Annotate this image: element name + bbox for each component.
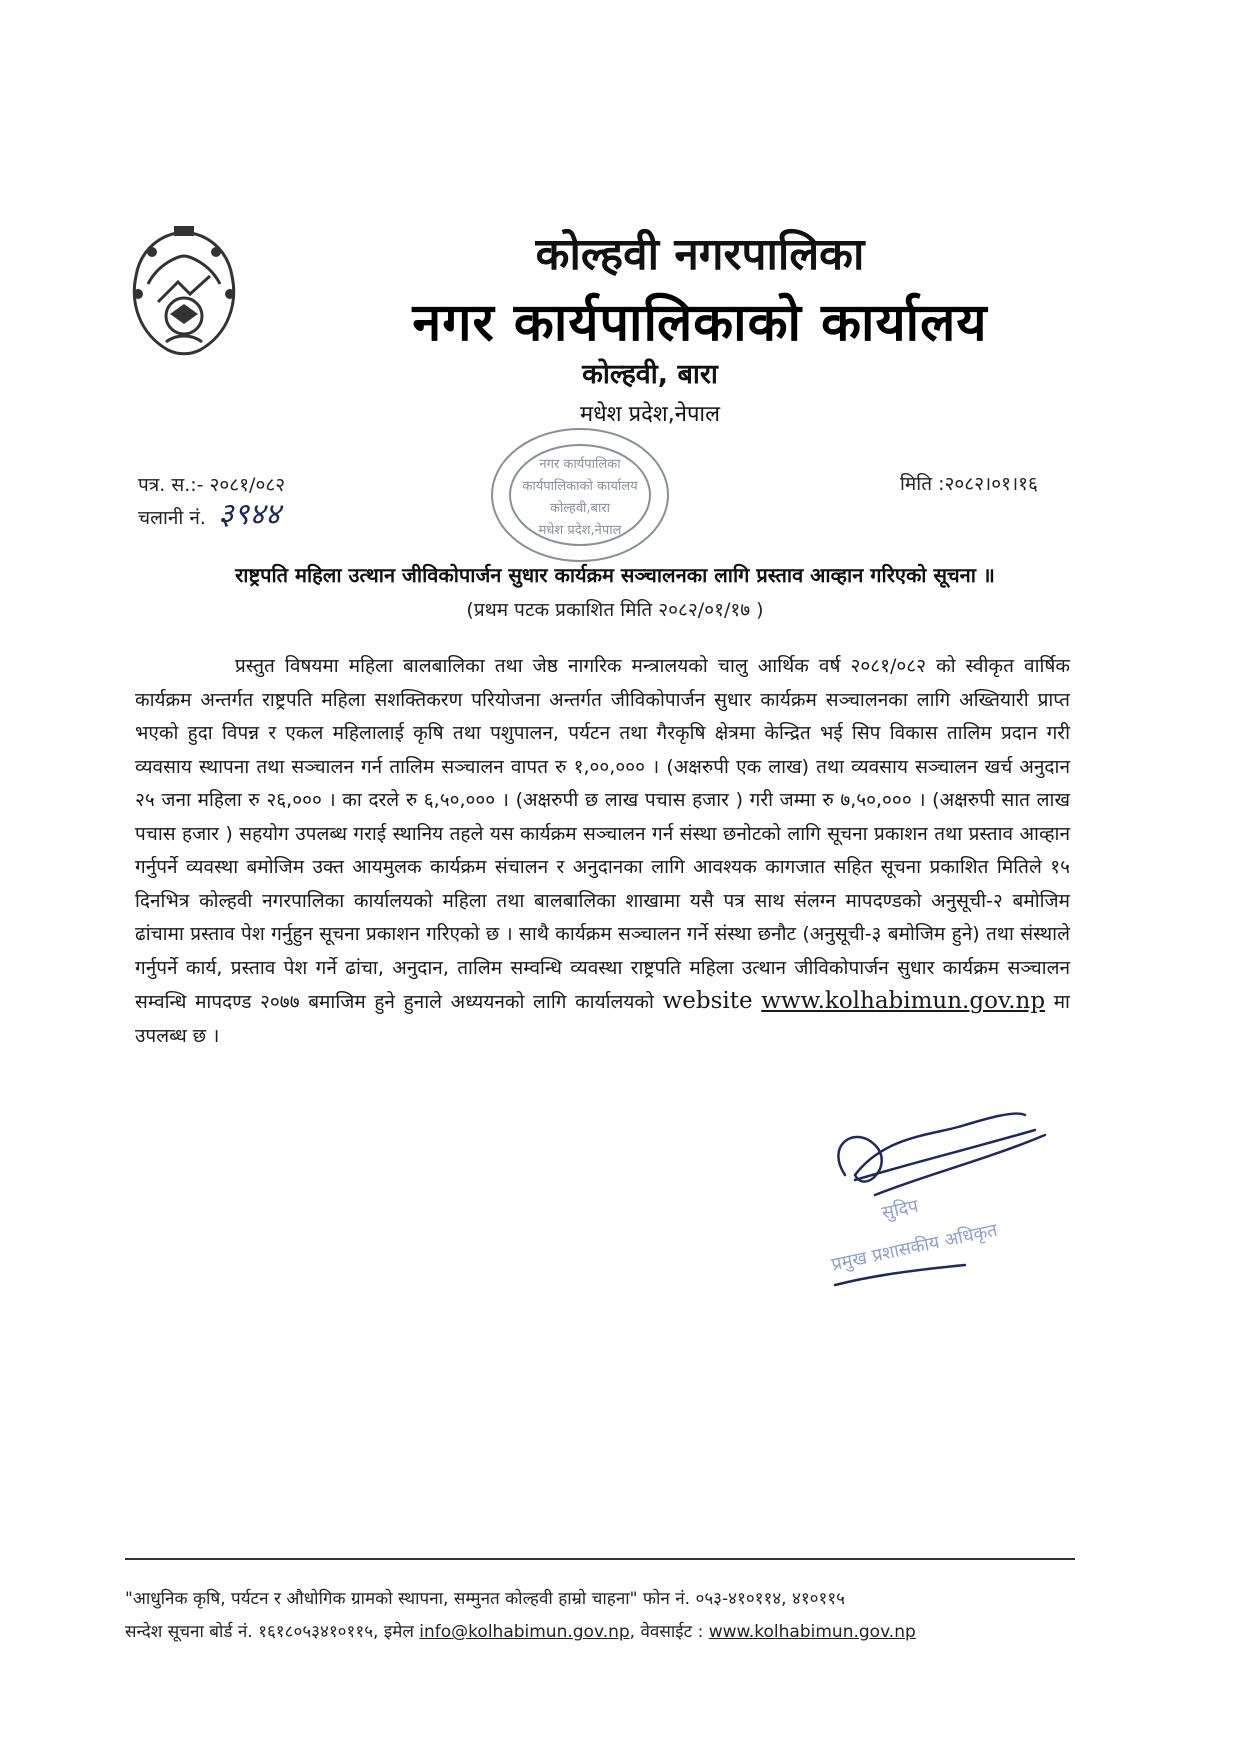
dispatch-number: ३९४४ <box>218 497 281 532</box>
letterhead-footer <box>125 1583 1075 1649</box>
office-stamp <box>480 420 680 570</box>
notice-body <box>135 650 1070 1053</box>
first-published-date: (प्रथम पटक प्रकाशित मिति २०८२/०१/१७ ) <box>466 599 764 621</box>
notice-subject: राष्ट्रपति महिला उत्थान जीविकोपार्जन सुधार कार्यक्रम सञ्चालनका लागि प्रस्ताव आव्हान गरिएको सूचना ॥ <box>235 563 995 587</box>
website-word: website <box>662 988 753 1014</box>
officer-stamp-title: प्रमुख प्रशासकीय अधिकृत <box>829 1219 1000 1276</box>
address-province: मधेश प्रदेश,नेपाल <box>579 402 721 427</box>
footer-email-link[interactable]: info@kolhabimun.gov.np <box>419 1622 630 1642</box>
government-emblem-icon <box>118 224 250 362</box>
footer-sms-email-label: सन्देश सूचना बोर्ड नं. १६१८०५३४१०११५, इमेल <box>125 1622 414 1642</box>
footer-motto-phone: "आधुनिक कृषि, पर्यटन र औधोगिक ग्रामको स्थापना, सम्मुनत कोल्हवी हाम्रो चाहना" फोन नं. ०५३-४१०११४, ४१०११५ <box>125 1589 846 1609</box>
stamp-text-1: नगर कार्यपालिका <box>539 457 621 472</box>
letter-date: मिति :२०८२।०१।१६ <box>900 473 1038 495</box>
letter-number: पत्र. स.:- २०८१/०८२ <box>138 474 286 496</box>
office-name: नगर कार्यपालिकाको कार्यालय <box>412 293 988 353</box>
dispatch-row <box>138 497 285 533</box>
notice-body-end: मा उपलब्ध छ । <box>135 991 1070 1047</box>
stamp-text-3: कोल्हवी,बारा <box>549 501 611 516</box>
officer-stamp-name: सुदिप <box>879 1195 921 1224</box>
notice-website-link[interactable]: www.kolhabimun.gov.np <box>761 988 1046 1014</box>
footer-website-link[interactable]: www.kolhabimun.gov.np <box>708 1622 916 1642</box>
stamp-text-4: मधेश प्रदेश,नेपाल <box>538 523 622 538</box>
officer-signature <box>815 1105 1085 1335</box>
footer-contact-line <box>125 1616 1075 1649</box>
stamp-text-2: कार्यपालिकाको कार्यालय <box>522 479 638 494</box>
notice-body-text: प्रस्तुत विषयमा महिला बालबालिका तथा जेष्ठ नागरिक मन्त्रालयको चालु आर्थिक वर्ष २०८१/०८२ को स्वीकृत वार्षिक कार्यक्रम अन्तर्गत राष्ट्रपति महिला सशक्तिकरण परियोजना अन्तर्गत जीविकोपार्जन सुधार कार्यक्रम सञ्चालनका लागि अख्तियारी प्राप्त भएको हुदा विपन्न र एकल महिलालाई कृषि तथा पशुपालन, पर्यटन तथा गैरकृषि क्षेत्रमा केन्द्रित भई सिप विकास तालिम प्रदान गरी व्यवसाय स्थापना तथा सञ्चालन गर्न तालिम सञ्चालन वापत रु १,००,००० । (अक्षरुपी एक लाख) तथा व्यवसाय सञ्चालन खर्च अनुदान २५ जना महिला रु २६,००० । का दरले रु ६,५०,००० । (अक्षरुपी छ लाख पचास हजार ) गरी जम्मा रु ७,५०,००० । (अक्षरुपी सात लाख पचास हजार ) सहयोग उपलब्ध गराई स्थानिय तहले यस कार्यक्रम सञ्चालन गर्न संस्था छनोटको लागि सूचना प्रकाशन तथा प्रस्ताव आव्हान गर्नुपर्ने व्यवस्था बमोजिम उक्त आयमुलक कार्यक्रम संचालन र अनुदानका लागि आवश्यक कागजात सहित सूचना प्रकाशित मितिले १५ दिनभित्र कोल्हवी नगरपालिका कार्यालयको महिला तथा बालबालिका शाखामा यसै पत्र साथ संलग्न मापदण्डको अनुसूची-२ बमोजिम ढांचामा प्रस्ताव पेश गर्नुहुन सूचना प्रकाशन गरिएको छ । साथै कार्यक्रम सञ्चालन गर्ने संस्था छनौट (अनुसूची-३ बमोजिम हुने) तथा संस्थाले गर्नुपर्ने कार्य, प्रस्ताव पेश गर्ने ढांचा, अनुदान, तालिम सम्वन्धि व्यवस्था राष्ट्रपति महिला उत्थान जीविकोपार्जन सुधार कार्यक्रम सञ्चालन सम्वन्धि मापदण्ड २०७७ बमाजिम हुने हुनाले अध्ययनको लागि कार्यालयको <box>135 655 1070 1013</box>
address-city: कोल्हवी, बारा <box>582 359 718 390</box>
footer-website-label: , वेवसाईट : <box>629 1622 704 1642</box>
footer-divider <box>125 1558 1075 1560</box>
reference-block <box>138 470 285 533</box>
dispatch-label: चलानी नं. <box>138 507 206 529</box>
municipality-name: कोल्हवी नगरपालिका <box>535 229 865 280</box>
